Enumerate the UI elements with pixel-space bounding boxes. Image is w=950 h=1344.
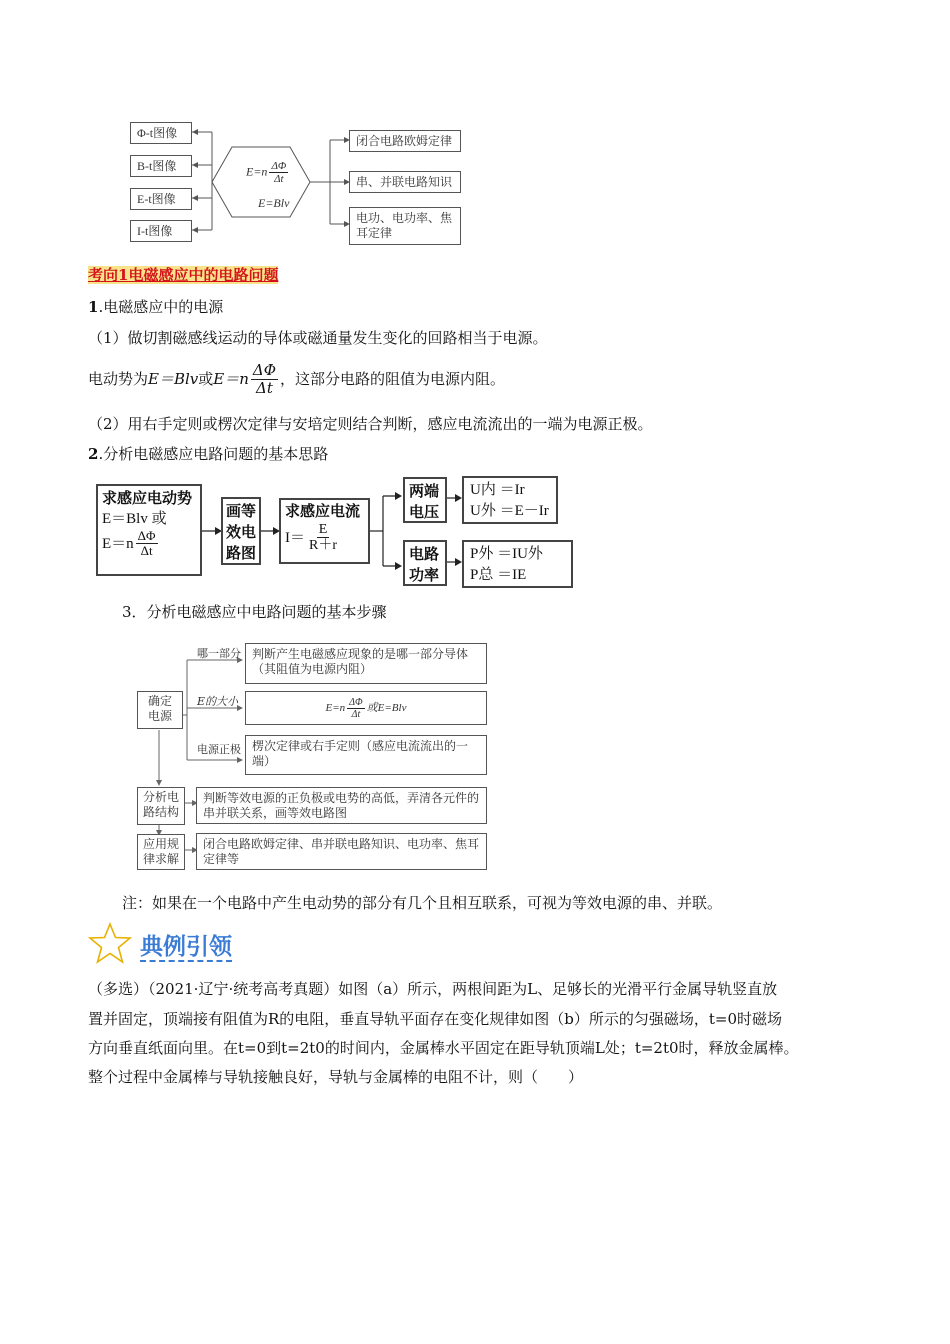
star-icon (88, 922, 132, 964)
box-circuit-power: 电路功率 (403, 540, 447, 586)
diagram1-right-item: 串、并联电路知识 (349, 171, 461, 193)
box-analyze-structure-text: 判断等效电源的正负极或电势的高低，弄清各元件的串并联关系，画等效电路图 (196, 787, 487, 824)
box-emf-size-text: E=n $\frac{\Delta\Phi}{\Delta t}$ 或E=Blv (245, 691, 487, 725)
diagram1-left-item: I-t图像 (130, 220, 192, 242)
diagram1-center-formula: E=n $\frac{\Delta\Phi}{\Delta t}$ (246, 160, 287, 186)
example-title-underline (140, 960, 232, 962)
diagram1-left-item: Φ-t图像 (130, 122, 192, 144)
section1-paragraph-1: （1）做切割磁感线运动的导体或磁通量发生变化的回路相当于电源。 (88, 329, 548, 347)
example-line: 方向垂直纸面向里。在t=0到t=2t0的时间内，金属棒水平固定在距导轨顶端L处；t=2t0时，释放金属棒。 (88, 1039, 799, 1057)
section3-heading: 3．分析电磁感应中电路问题的基本步骤 (122, 603, 387, 621)
box-positive-pole-text: 楞次定律或右手定则（感应电流流出的一端） (245, 735, 487, 775)
label-which-part: 哪一部分 (197, 647, 241, 660)
box-terminal-voltage: 两端电压 (403, 477, 447, 523)
box-apply-laws-text: 闭合电路欧姆定律、串并联电路知识、电功率、焦耳定律等 (196, 833, 487, 870)
diagram1-right-item: 闭合电路欧姆定律 (349, 130, 461, 152)
label-positive-pole: 电源正极 (197, 743, 241, 756)
box-apply-laws: 应用规律求解 (137, 834, 185, 870)
topic-label: 考向1电磁感应中的电路问题 (88, 266, 279, 284)
box-compute-current: 求感应电流 I＝ $\frac{E}{R+r}$ (279, 498, 370, 564)
diagram1-center-formula-2: E=Blv (258, 196, 290, 210)
example-line: 整个过程中金属棒与导轨接触良好，导轨与金属棒的电阻不计，则（ ） (88, 1068, 584, 1086)
example-line: （多选）（2021·辽宁·统考高考真题）如图（a）所示，两根间距为L、足够长的光滑平行金属导轨竖直放 (88, 980, 778, 998)
example-line: 置并固定，顶端接有阻值为R的电阻，垂直导轨平面存在变化规律如图（b）所示的匀强磁场，t=0时磁场 (88, 1010, 783, 1028)
box-analyze-structure: 分析电路结构 (137, 787, 185, 825)
example-title: 典例引领 (140, 934, 232, 960)
section1-paragraph-2: 电动势为 E＝Blv 或 E＝n $\frac{\Delta\Phi}{\Delta t}$ ，这部分电路的阻值为电源内阻。 (88, 361, 506, 397)
example-heading (88, 920, 238, 966)
diagram1-left-item: B-t图像 (130, 155, 192, 177)
diagram1-left-item: E-t图像 (130, 188, 192, 210)
box-determine-source: 确定电源 (137, 691, 183, 729)
note: 注：如果在一个电路中产生电动势的部分有几个且相互联系，可视为等效电源的串、并联。 (122, 894, 723, 912)
box-power-formulas: P外 ＝IU外 P总 ＝IE (462, 540, 573, 588)
label-emf-size: E的大小 (197, 695, 239, 708)
section1-paragraph-3: （2）用右手定则或楞次定律与安培定则结合判断，感应电流流出的一端为电源正极。 (88, 415, 653, 433)
diagram1-right-item: 电功、电功率、焦耳定律 (349, 207, 461, 245)
box-compute-emf: 求感应电动势 E＝Blv 或 E＝n $\frac{\Delta\Phi}{\Delta t}$ (96, 484, 202, 576)
box-equivalent-circuit: 画等效电路图 (221, 497, 261, 565)
box-voltage-formulas: U内 ＝Ir U外 ＝E－Ir (462, 476, 558, 524)
topic-heading (88, 264, 278, 286)
section2-heading: 2.分析电磁感应电路问题的基本思路 (88, 445, 329, 463)
section1-heading: 1.电磁感应中的电源 (88, 298, 224, 316)
box-which-part-text: 判断产生电磁感应现象的是哪一部分导体（其阻值为电源内阻） (245, 643, 487, 684)
